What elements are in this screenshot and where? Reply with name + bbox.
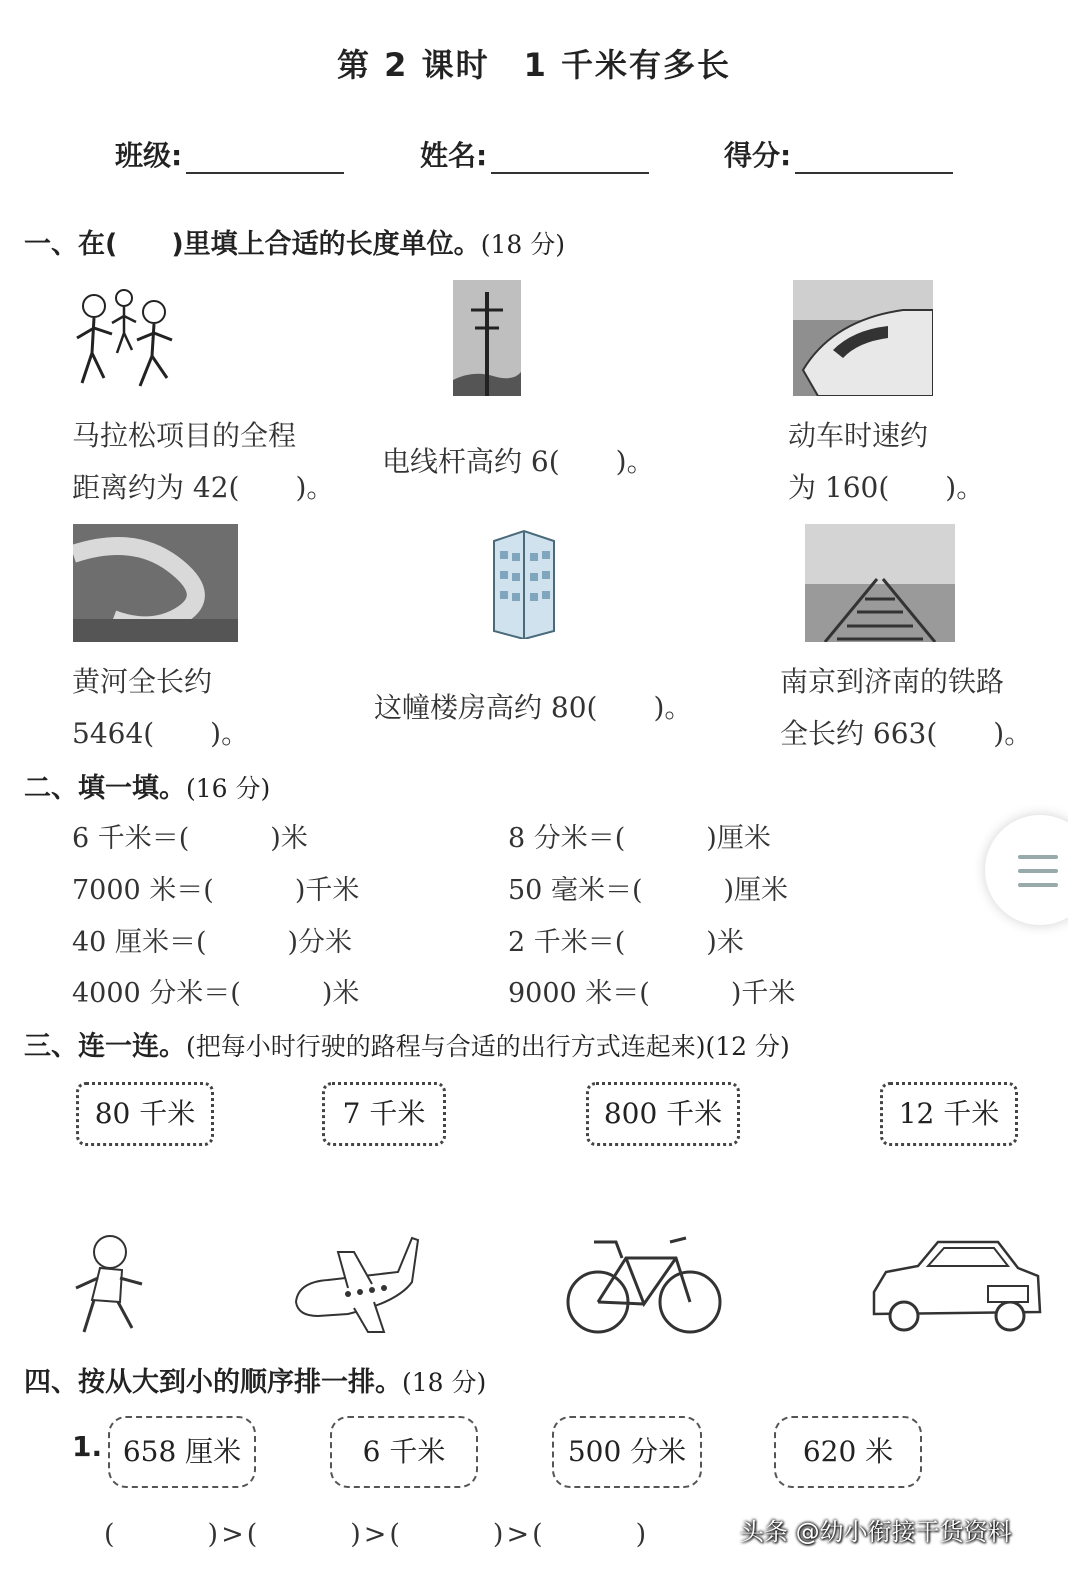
name-blank[interactable] [491,144,649,174]
name-field: 姓名: [420,134,649,174]
speed-box[interactable]: 800 千米 [586,1082,740,1146]
fill-item[interactable]: 40 厘米＝( )分米 [72,927,353,958]
speed-box[interactable]: 12 千米 [880,1082,1018,1146]
fill-item[interactable]: 50 毫米＝( )厘米 [508,875,789,906]
walking-boy-image[interactable] [70,1228,152,1338]
section-1-heading: 一、在( )里填上合适的长度单位。(18 分) [24,229,565,260]
fill-item[interactable]: 7000 米＝( )千米 [72,875,360,906]
yellow-river-image [73,524,238,642]
section-3-heading: 三、连一连。(把每小时行驶的路程与合适的出行方式连起来)(12 分) [24,1031,790,1062]
score-blank[interactable] [795,144,953,174]
menu-button[interactable] [985,815,1068,925]
length-box: 6 千米 [330,1416,478,1488]
question-number: 1. [72,1430,103,1463]
fill-item[interactable]: 8 分米＝( )厘米 [508,823,771,854]
car-image[interactable] [868,1232,1044,1336]
pole-question: 电线杆高约 6( )。 [382,445,655,478]
fill-item[interactable]: 6 千米＝( )米 [72,823,308,854]
page-title: 第 2 课时 1 千米有多长 [337,46,731,84]
length-box: 500 分米 [552,1416,702,1488]
bullet-train-image [793,280,933,396]
train-question: 动车时速约 为 160( )。 [788,419,985,504]
runners-image [72,278,182,396]
river-question: 黄河全长约 5464( )。 [72,665,250,750]
airplane-image[interactable] [288,1232,420,1336]
order-answer-line[interactable]: ( )>( )>( )>( ) [104,1519,650,1550]
railway-question: 南京到济南的铁路 全长约 663( )。 [780,665,1033,750]
bicycle-image[interactable] [566,1228,724,1338]
railway-image [805,524,955,642]
section-2-heading: 二、填一填。(16 分) [24,773,271,804]
score-field: 得分: [724,134,953,174]
watermark: 头条 @幼小衔接干货资料 [740,1518,1012,1546]
marathon-question: 马拉松项目的全程 距离约为 42( )。 [72,419,335,504]
menu-icon [1018,855,1058,859]
length-box: 620 米 [774,1416,922,1488]
speed-box[interactable]: 80 千米 [76,1082,214,1146]
building-image [484,527,562,639]
section-4-heading: 四、按从大到小的顺序排一排。(18 分) [24,1367,487,1398]
fill-item[interactable]: 4000 分米＝( )米 [72,978,360,1009]
class-field: 班级: [115,134,344,174]
length-box: 658 厘米 [108,1416,256,1488]
speed-box[interactable]: 7 千米 [322,1082,446,1146]
class-blank[interactable] [186,144,344,174]
building-question: 这幢楼房高约 80( )。 [374,691,693,724]
fill-item[interactable]: 9000 米＝( )千米 [508,978,796,1009]
electric-pole-image [453,280,521,396]
fill-item[interactable]: 2 千米＝( )米 [508,927,744,958]
